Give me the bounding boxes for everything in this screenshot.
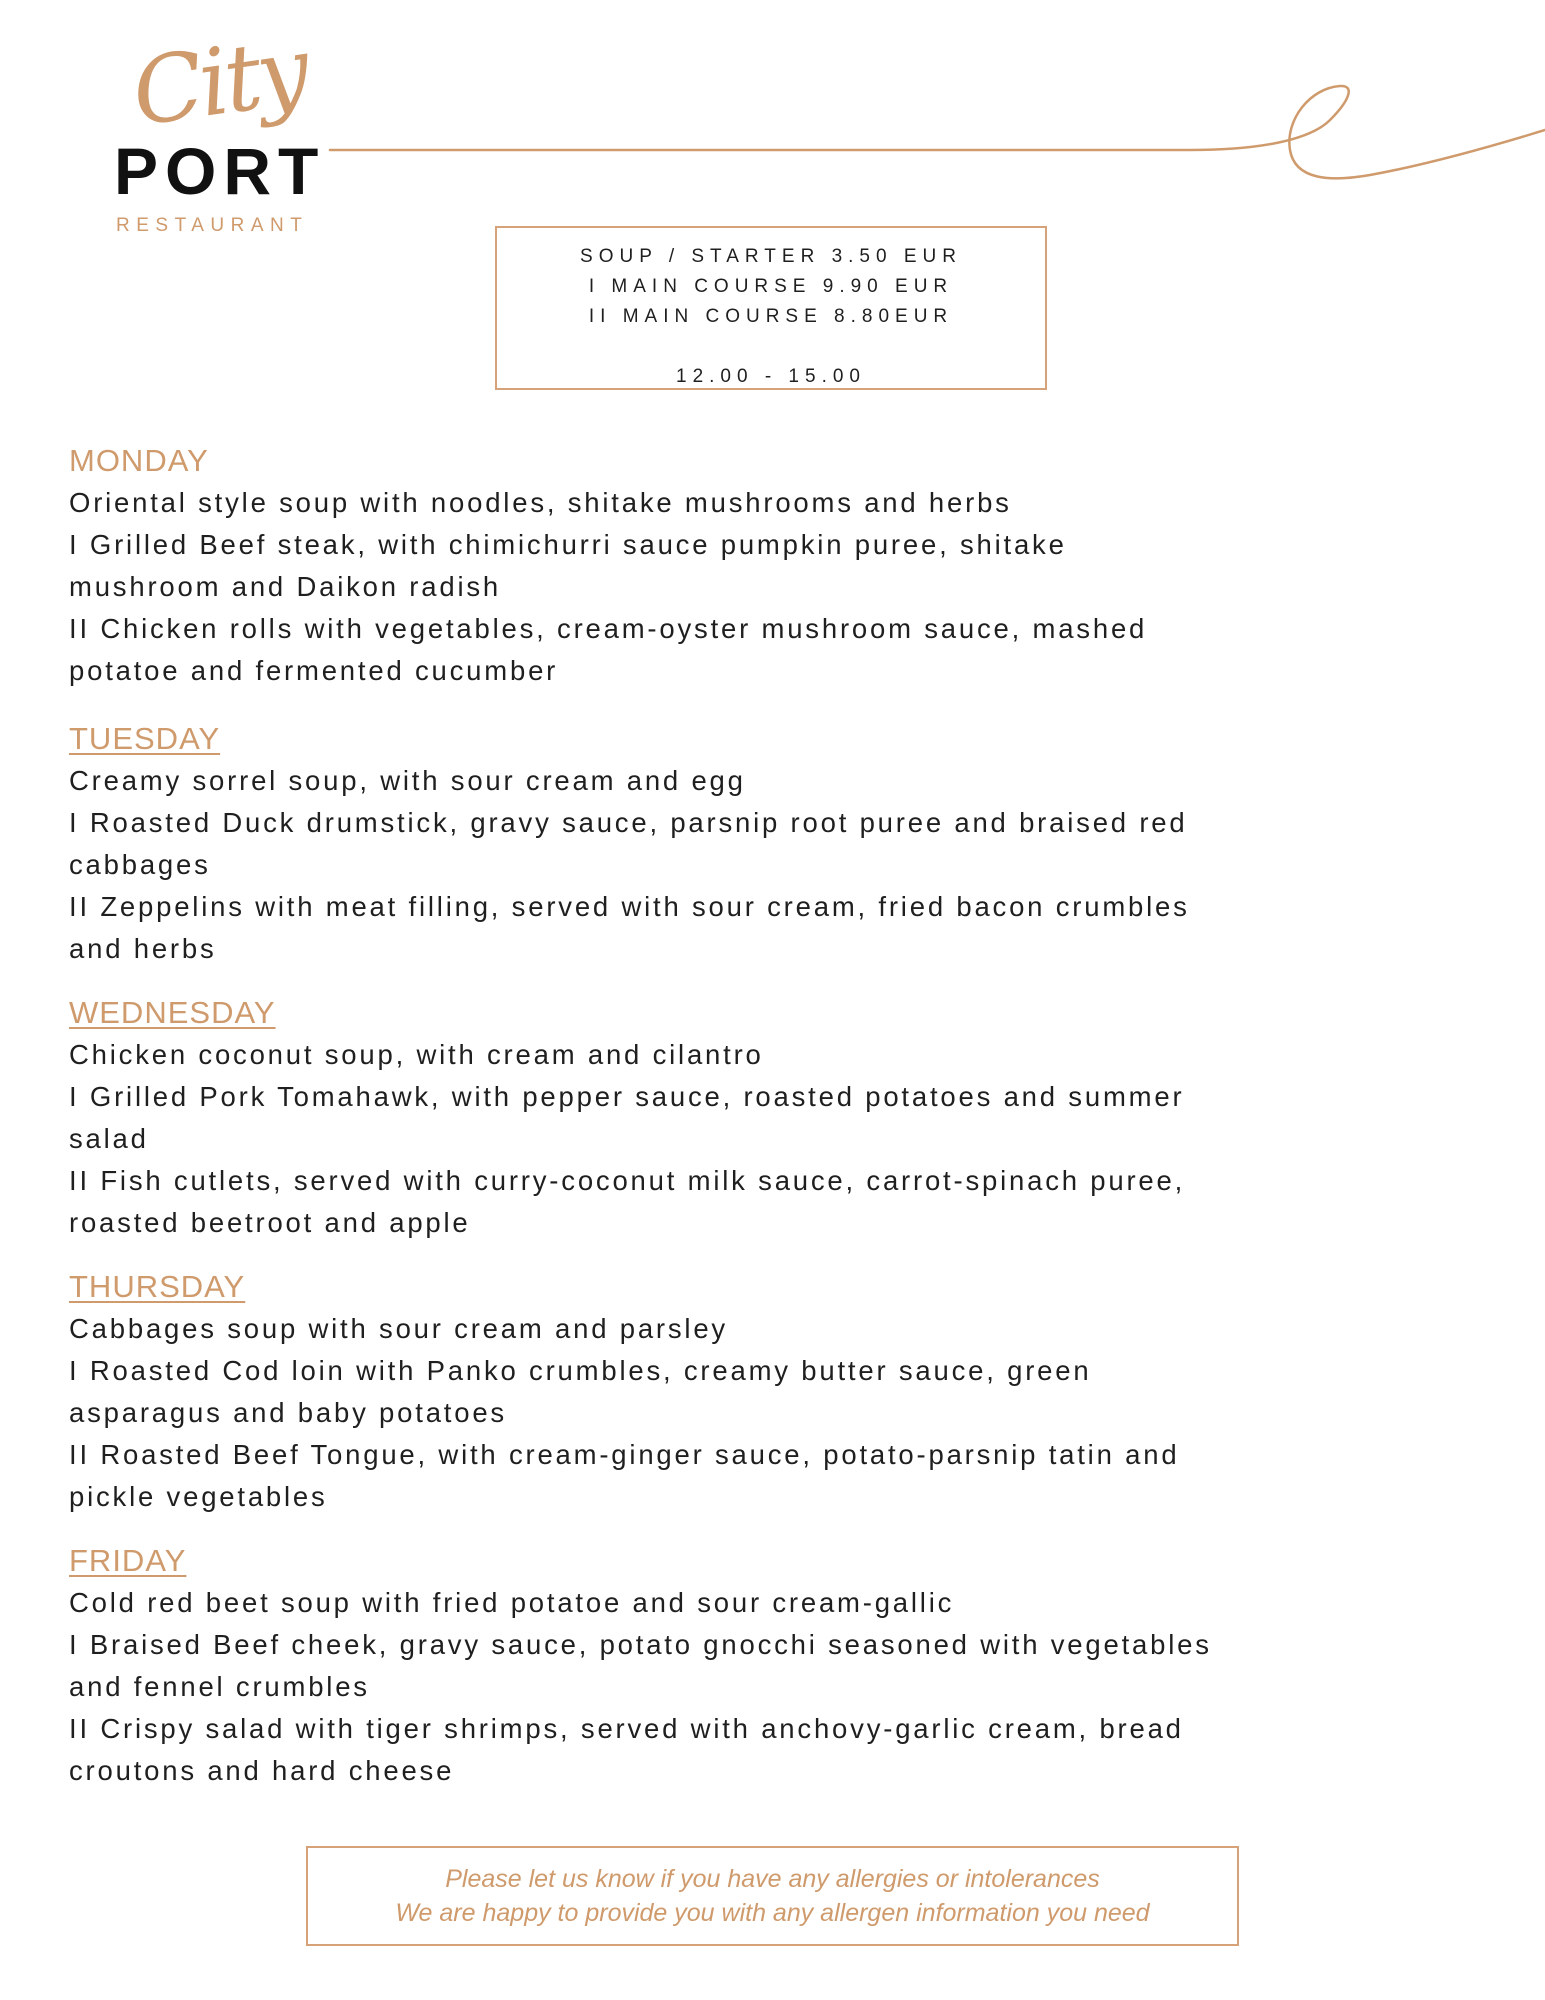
logo-main-text: PORT (114, 134, 326, 208)
menu-line: Chicken coconut soup, with cream and cilantro (69, 1039, 764, 1070)
day-title: TUESDAY (69, 721, 221, 756)
menu-line: II Crispy salad with tiger shrimps, served with anchovy-garlic cream, bread (69, 1713, 1184, 1744)
day-wednesday (69, 992, 1489, 1244)
allergy-line-2: We are happy to provide you with any allergen information you need (395, 1899, 1150, 1927)
restaurant-logo (110, 16, 330, 248)
day-title: MONDAY (69, 443, 209, 478)
day-monday (69, 440, 1489, 692)
price-box (495, 226, 1047, 390)
menu-line: II Fish cutlets, served with curry-coconut milk sauce, carrot-spinach puree, (69, 1165, 1186, 1196)
menu-line: II Chicken rolls with vegetables, cream-oyster mushroom sauce, mashed (69, 613, 1148, 644)
menu-line: II Zeppelins with meat filling, served with sour cream, fried bacon crumbles (69, 891, 1190, 922)
day-friday (69, 1540, 1489, 1792)
menu-line: I Braised Beef cheek, gravy sauce, potato gnocchi seasoned with vegetables (69, 1629, 1212, 1660)
day-thursday (69, 1266, 1489, 1518)
menu-line: Cold red beet soup with fried potatoe and sour cream-gallic (69, 1587, 955, 1618)
day-title: THURSDAY (69, 1269, 246, 1304)
serving-hours: 12.00 - 15.00 (676, 366, 866, 387)
menu-line: croutons and hard cheese (69, 1755, 455, 1786)
menu-line: cabbages (69, 849, 211, 880)
day-tuesday (69, 718, 1489, 970)
menu-line: potatoe and fermented cucumber (69, 655, 559, 686)
menu-line: I Grilled Pork Tomahawk, with pepper sauce, roasted potatoes and summer (69, 1081, 1185, 1112)
menu-line: pickle vegetables (69, 1481, 328, 1512)
menu-line: Cabbages soup with sour cream and parsley (69, 1313, 728, 1344)
menu-line: Creamy sorrel soup, with sour cream and egg (69, 765, 746, 796)
menu-line: I Roasted Cod loin with Panko crumbles, creamy butter sauce, green (69, 1355, 1092, 1386)
menu-line: and fennel crumbles (69, 1671, 370, 1702)
menu-line: asparagus and baby potatoes (69, 1397, 507, 1428)
menu-line: salad (69, 1123, 149, 1154)
day-title: WEDNESDAY (69, 995, 276, 1030)
day-title: FRIDAY (69, 1543, 187, 1578)
menu-line: and herbs (69, 933, 217, 964)
logo-script-text: City (126, 16, 313, 147)
allergy-notice (306, 1846, 1239, 1946)
price-soup-starter: SOUP / STARTER 3.50 EUR (580, 246, 962, 267)
menu-line: Oriental style soup with noodles, shitake mushrooms and herbs (69, 487, 1012, 518)
logo-sub-text: RESTAURANT (116, 215, 309, 236)
weekly-menu (69, 440, 1489, 1792)
menu-line: I Grilled Beef steak, with chimichurri sauce pumpkin puree, shitake (69, 529, 1067, 560)
price-main-course-2: II MAIN COURSE 8.80EUR (588, 306, 954, 327)
menu-line: I Roasted Duck drumstick, gravy sauce, parsnip root puree and braised red (69, 807, 1188, 838)
menu-line: II Roasted Beef Tongue, with cream-ginger sauce, potato-parsnip tatin and (69, 1439, 1180, 1470)
menu-line: roasted beetroot and apple (69, 1207, 471, 1238)
allergy-line-1: Please let us know if you have any allergies or intolerances (445, 1865, 1100, 1893)
price-main-course-1: I MAIN COURSE 9.90 EUR (588, 276, 954, 297)
menu-line: mushroom and Daikon radish (69, 571, 502, 602)
